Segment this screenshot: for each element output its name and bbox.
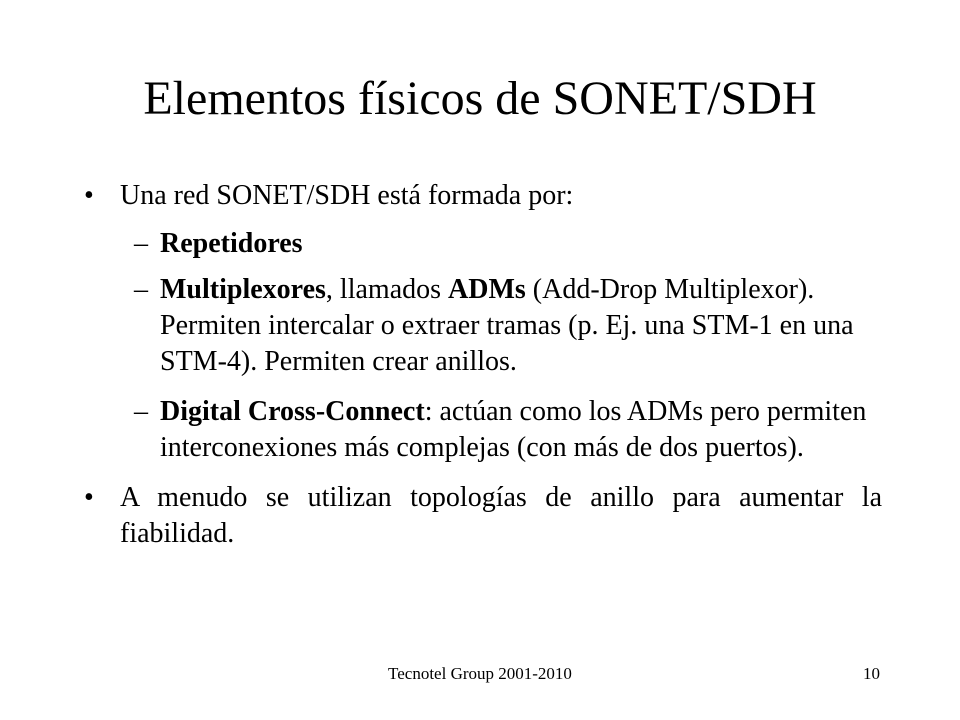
subitem-bold-term: Digital Cross-Connect bbox=[160, 396, 425, 427]
dash-marker: – bbox=[134, 228, 148, 259]
subitem-text: (Add-Drop Multiplexor). Permiten intercalar o extraer tramas (p. Ej. una STM-1 en una STM-4). Permiten crear anillos. bbox=[160, 274, 854, 377]
slide-body bbox=[82, 170, 882, 552]
dash-marker: – bbox=[134, 274, 148, 305]
subitem-digital-cross-connect bbox=[82, 394, 882, 466]
bullet-marker: • bbox=[84, 482, 94, 513]
bullet-item-1 bbox=[82, 178, 882, 214]
subitem-text: , llamados bbox=[325, 274, 449, 305]
bullet-text: Una red SONET/SDH está formada por: bbox=[120, 180, 574, 211]
bullet-text: A menudo se utilizan topologías de anillo para aumentar la fiabilidad. bbox=[120, 482, 882, 549]
page-number: 10 bbox=[863, 664, 880, 683]
subitem-bold-term: Repetidores bbox=[160, 228, 303, 259]
subitem-multiplexores bbox=[82, 272, 882, 380]
subitem-repetidores bbox=[82, 226, 882, 262]
slide-title: Elementos físicos de SONET/SDH bbox=[143, 72, 817, 125]
bullet-marker: • bbox=[84, 180, 94, 211]
footer-text: Tecnotel Group 2001-2010 bbox=[388, 664, 572, 683]
bullet-item-2 bbox=[82, 480, 882, 552]
dash-marker: – bbox=[134, 396, 148, 427]
subitem-bold-term: ADMs bbox=[448, 274, 526, 305]
subitem-text: : actúan como los ADMs pero permiten interconexiones más complejas (con más de dos puertos). bbox=[160, 396, 867, 463]
subitem-bold-term: Multiplexores bbox=[160, 274, 326, 305]
